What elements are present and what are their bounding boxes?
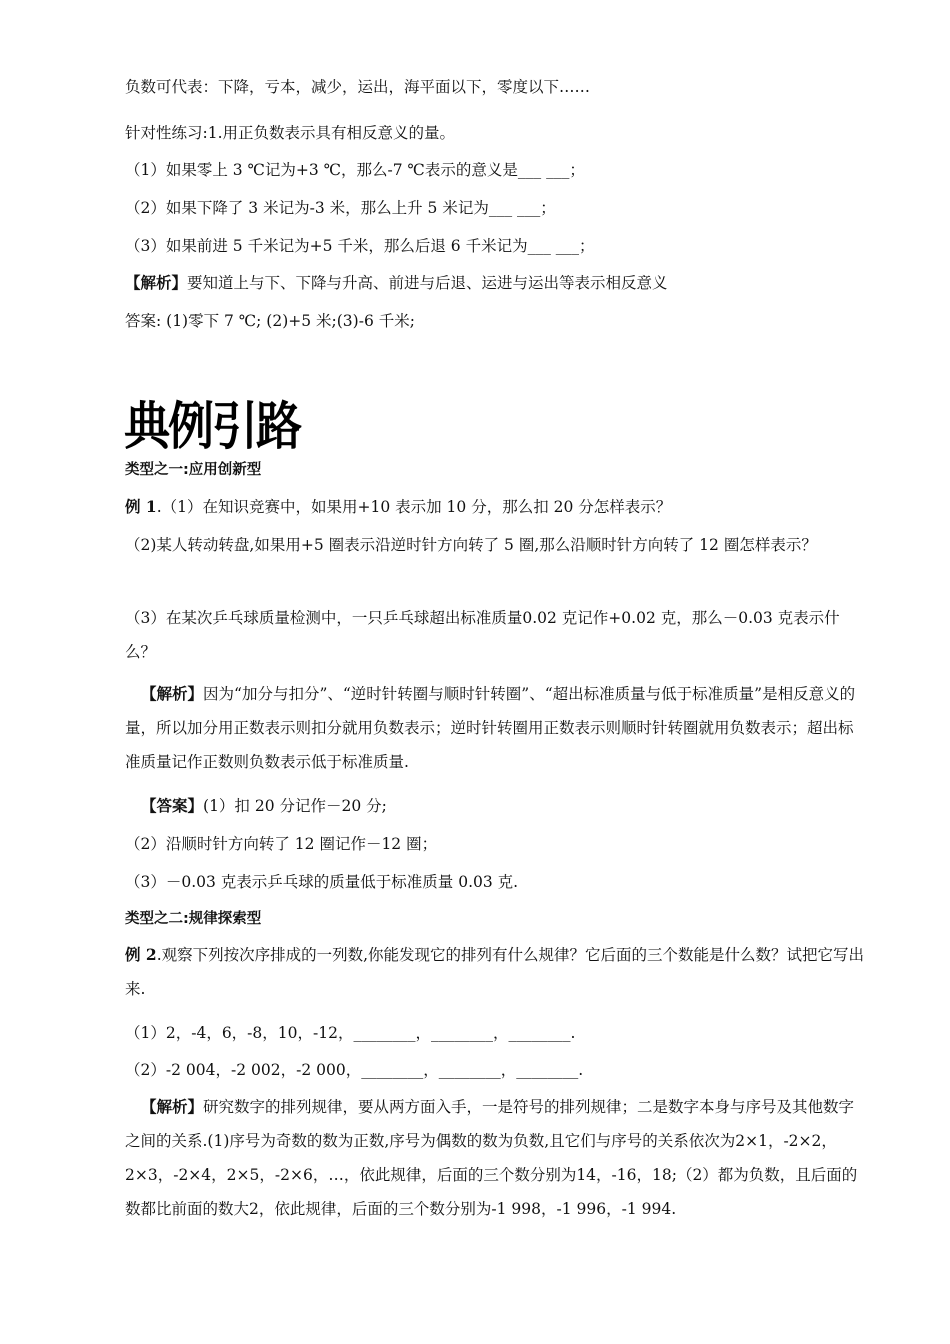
type2-heading: 类型之二:规律探索型 [125, 911, 262, 927]
analysis-text: 要知道上与下、下降与升高、前进与后退、运进与运出等表示相反意义 [187, 274, 668, 292]
example2-text: .观察下列按次序排成的一列数,你能发现它的排列有什么规律？它后面的三个数能是什么数？试把它写出来. [125, 946, 865, 998]
practice-question-1: （1）如果零上 3 ℃记为+3 ℃，那么-7 ℃表示的意义是___ ___； [125, 161, 585, 179]
example2-label: 例 2 [125, 945, 157, 964]
example1-q1-text: .（1）在知识竞赛中，如果用+10 表示加 10 分，那么扣 20 分怎样表示？ [156, 498, 672, 516]
practice-answer: 答案: (1)零下 7 ℃; (2)+5 米;(3)-6 千米; [125, 312, 415, 330]
example1-question-3: （3）在某次乒乓球质量检测中，一只乒乓球超出标准质量0.02 克记作+0.02 克，那么－0.03 克表示什么？ [125, 609, 840, 661]
example1-analysis [125, 677, 868, 779]
example1-answer-1 [141, 796, 868, 816]
example2-sequence-2: （2）-2 004，-2 002，-2 000，________，________，________. [125, 1061, 584, 1079]
example1-answer-2: （2）沿顺时针方向转了 12 圈记作－12 圈； [125, 835, 438, 853]
section-title: 典例引路 [124, 396, 300, 457]
negative-meaning-line: 负数可代表：下降，亏本，减少，运出，海平面以下，零度以下…… [125, 78, 591, 96]
analysis-text: 因为“加分与扣分”、“逆时针转圈与顺时针转圈”、“超出标准质量与低于标准质量”是相反意义的量，所以加分用正数表示则扣分就用负数表示；逆时针转圈用正数表示则顺时针转圈就用负数表示；超出标准质量记作正数则负数表示低于标准质量. [125, 685, 856, 771]
analysis-text: 研究数字的排列规律，要从两方面入手，一是符号的排列规律；二是数字本身与序号及其他数字之间的关系.(1)序号为奇数的数为正数,序号为偶数的数为负数,且它们与序号的关系依次为2×1，-2×2，2×3，-2×4，2×5，-2×6，…，依此规律，后面的三个数分别为14，-16，18;（2）都为负数，且后面的数都比前面的数大2，依此规律，后面的三个数分别为-1 998，-1 996，-1 994. [125, 1098, 858, 1218]
example2-analysis [125, 1090, 868, 1226]
example2-question [125, 938, 868, 1006]
example1-answer-3: （3）－0.03 克表示乒乓球的质量低于标准质量 0.03 克. [125, 873, 519, 891]
practice-question-3: （3）如果前进 5 千米记为+5 千米，那么后退 6 千米记为___ ___； [125, 237, 595, 255]
example1-question-2: （2)某人转动转盘,如果用+5 圈表示沿逆时针方向转了 5 圈,那么沿顺时针方向转了 12 圈怎样表示？ [125, 536, 817, 554]
answer-label: 【答案】 [141, 796, 204, 815]
practice-title: 针对性练习:1.用正负数表示具有相反意义的量。 [125, 124, 456, 142]
example2-sequence-1: （1）2，-4，6，-8，10，-12，________，________，________. [125, 1024, 576, 1042]
type1-heading: 类型之一:应用创新型 [125, 462, 262, 478]
answer-1-text: (1）扣 20 分记作－20 分; [203, 797, 387, 815]
analysis-label: 【解析】 [125, 273, 188, 292]
practice-analysis [125, 273, 868, 293]
example1-label: 例 1 [125, 497, 157, 516]
practice-question-2: （2）如果下降了 3 米记为-3 米，那么上升 5 米记为___ ___； [125, 199, 556, 217]
analysis-label: 【解析】 [141, 1097, 204, 1116]
analysis-label: 【解析】 [141, 684, 204, 703]
example1-question-1 [125, 497, 868, 517]
